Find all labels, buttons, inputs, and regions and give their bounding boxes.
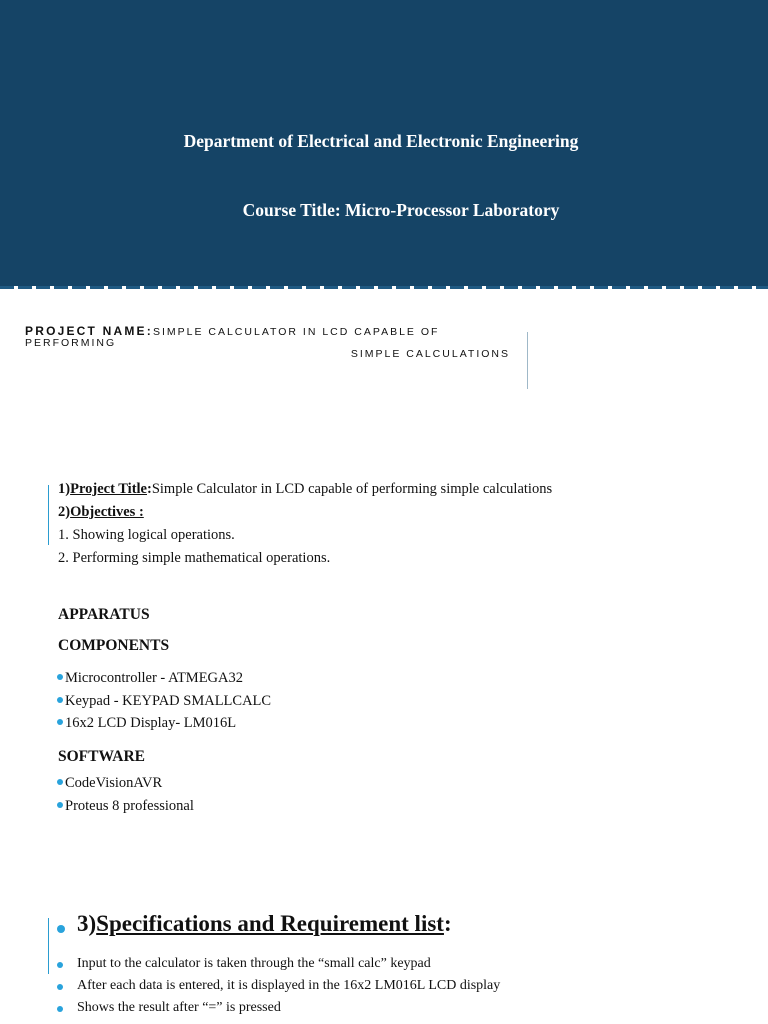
objective-item: 2. Performing simple mathematical operations. [58,550,331,566]
software-item-text: CodeVisionAVR [65,775,163,791]
specifications-heading [77,911,452,937]
bullet-icon [57,962,63,968]
objectives-label: Objectives : [70,504,144,520]
specifications-colon: : [443,911,452,936]
specification-item: Shows the result after “=” is pressed [77,1000,281,1015]
project-name-label: PROJECT NAME: [25,324,153,338]
specifications-label: Specifications and Requirement list [96,911,444,936]
bullet-icon [57,925,65,933]
section-accent-bar [48,918,49,974]
component-item [57,715,236,732]
bullet-icon [57,697,63,703]
project-title-number: 1) [58,481,71,497]
objective-item: 1. Showing logical operations. [58,527,235,543]
specifications-number: 3) [77,911,97,936]
department-title: Department of Electrical and Electronic Engineering [183,131,579,151]
component-item-text: 16x2 LCD Display- LM016L [65,715,237,731]
component-item [57,693,271,710]
banner-divider [0,286,768,289]
software-item [57,775,162,792]
specification-item: After each data is entered, it is displayed in the 16x2 LM016L LCD display [77,978,501,993]
project-title-label: Project Title [70,481,147,497]
project-title-line [58,481,552,498]
component-item-text: Microcontroller - ATMEGA32 [65,670,243,686]
software-item-text: Proteus 8 professional [65,798,194,814]
section-accent-bar [48,485,49,545]
bullet-icon [57,779,63,785]
objectives-number: 2) [58,504,71,520]
project-title-value: Simple Calculator in LCD capable of performing simple calculations [151,481,553,497]
project-name-divider [527,332,528,389]
objectives-heading [58,504,144,521]
bullet-icon [57,984,63,990]
components-heading: COMPONENTS [58,637,170,654]
bullet-icon [57,674,63,680]
bullet-icon [57,802,63,808]
project-name-line2: SIMPLE CALCULATIONS [350,348,510,360]
specification-item: Input to the calculator is taken through the “small calc” keypad [77,956,431,971]
bullet-icon [57,1006,63,1012]
software-heading: SOFTWARE [58,748,145,765]
component-item-text: Keypad - KEYPAD SMALLCALC [65,693,272,709]
software-item [57,798,194,815]
project-name-block [25,326,515,360]
bullet-icon [57,719,63,725]
component-item [57,670,243,687]
apparatus-heading: APPARATUS [58,606,150,623]
course-title: Course Title: Micro-Processor Laboratory [242,200,560,220]
project-name-line1: SIMPLE CALCULATOR IN LCD CAPABLE OF PERFORMING [25,326,440,349]
project-title-colon: : [147,481,152,497]
